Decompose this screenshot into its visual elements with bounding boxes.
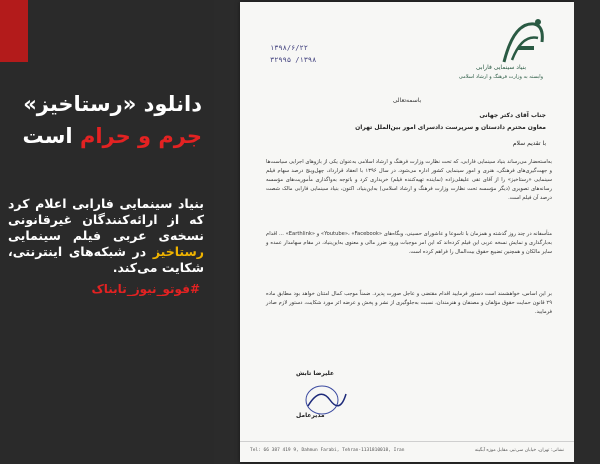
body-text [8,196,204,276]
ref-date: ۱۳۹۸/۶/۲۲ [270,44,308,52]
footer-address: نشانی: تهران، خیابان سی‌تیر، مقابل موزه آبگینه [474,448,564,453]
addressee-name: جناب آقای دکتر جهانی [479,112,546,119]
footer-contact: Tel: 66 387 419 9, Dahmun Farabi, Tehran-1131810018, Iran [250,448,405,453]
letter-page [240,2,574,462]
body-line: بنیاد سینمایی فارابی اعلام کرد که از ارائه‌کنندگان غیرقانونی نسخه‌ی عربی فیلم سینمایی [8,196,204,243]
headline-line1: دانلود «رستاخیز» [23,92,202,116]
left-panel [0,0,214,464]
signer-name: علیرضا تابش [296,370,335,377]
signer-title: مدیرعامل [296,412,325,419]
badge [0,0,28,62]
paragraph-2: متأسفانه در چند روز گذشته و همزمان با تاسوعا و عاشورای حسینی، وبگاه‌های «Youtube»، «Facebook» و «Earthlink» ... اقدام به‌بارگذاری و نمایش نسخه عربی این فیلم کرده‌اند که این امر موجبات ورود ضرر مالی و معنوی به‌این‌بنیاد، در مقام سهامدار عمده و سایر مالکان و همچنین تضییع حقوق بیت‌المال را فراهم کرده است. [266,231,553,255]
right-margin [574,0,600,464]
hashtag[interactable]: #فوتو_نیوز_تابناک [91,282,200,296]
greeting: با تقدیم سلام [512,140,546,147]
body-end: در شبکه‌های اینترنتی، شکایت می‌کند. [8,244,204,275]
headline-red: جرم و حرام [79,124,202,148]
reference-numbers [270,42,316,66]
ref-number: ۳۲۹۹۵ /۱۳۹۸ [270,56,317,64]
headline-line2 [12,124,202,148]
org-name: بنیاد سینمایی فارابی [475,64,527,71]
headline-white: است [22,124,80,148]
letter-footer [240,441,574,462]
bismillah: باسمه‌تعالی [392,97,422,104]
body-highlight: رستاخیز [152,244,204,259]
addressee-title: معاون محترم دادستان و سرپرست دادسرای امور بین‌الملل تهران [355,124,546,131]
foundation-logo [494,12,554,72]
org-subtitle: وابسته به وزارت فرهنگ و ارشاد اسلامی [458,74,544,80]
paragraph-3: بر این اساس، خواهشمند است دستور فرمایید اقدام مقتضی و عاجل صورت پذیرد. ضمناً موجب کمال امتنان خواهد بود مطابق ماده ۲۹ قانون حمایت حقوق مؤلفان و مصنفان و هنرمندان، نسبت به‌جلوگیری از نشر و پخش و عرضه اثر مورد شکایت، دستور لازم صادر فرمایید. [266,291,552,315]
paragraph-1: به‌استحضار می‌رساند بنیاد سینمایی فارابی، که تحت نظارت وزارت فرهنگ و ارشاد اسلامی به‌عنوان یکی از بازوهای اجرایی سیاست‌ها و جهت‌گیری‌های فرهنگی، هنری و امور سینمایی کشور اداره می‌شود، در سال ۱۳۹۶ با انعقاد قرارداد، چهل‌وپنج درصد سهام فیلم سینمایی «رستاخیز» را از آقای تقی علیقلی‌زاده (نماینده تهیه‌کننده فیلم) خریداری کرد و باتوجه به‌واگذاری مأموریت‌های مؤسسه رسانه‌های تصویری (دیگر مؤسسه تحت نظارت وزارت فرهنگ و ارشاد اسلامی) به‌این‌بنیاد، اکنون، بنیاد سینمایی فارابی مالک شصت درصد آن فیلم است. [266,159,552,201]
